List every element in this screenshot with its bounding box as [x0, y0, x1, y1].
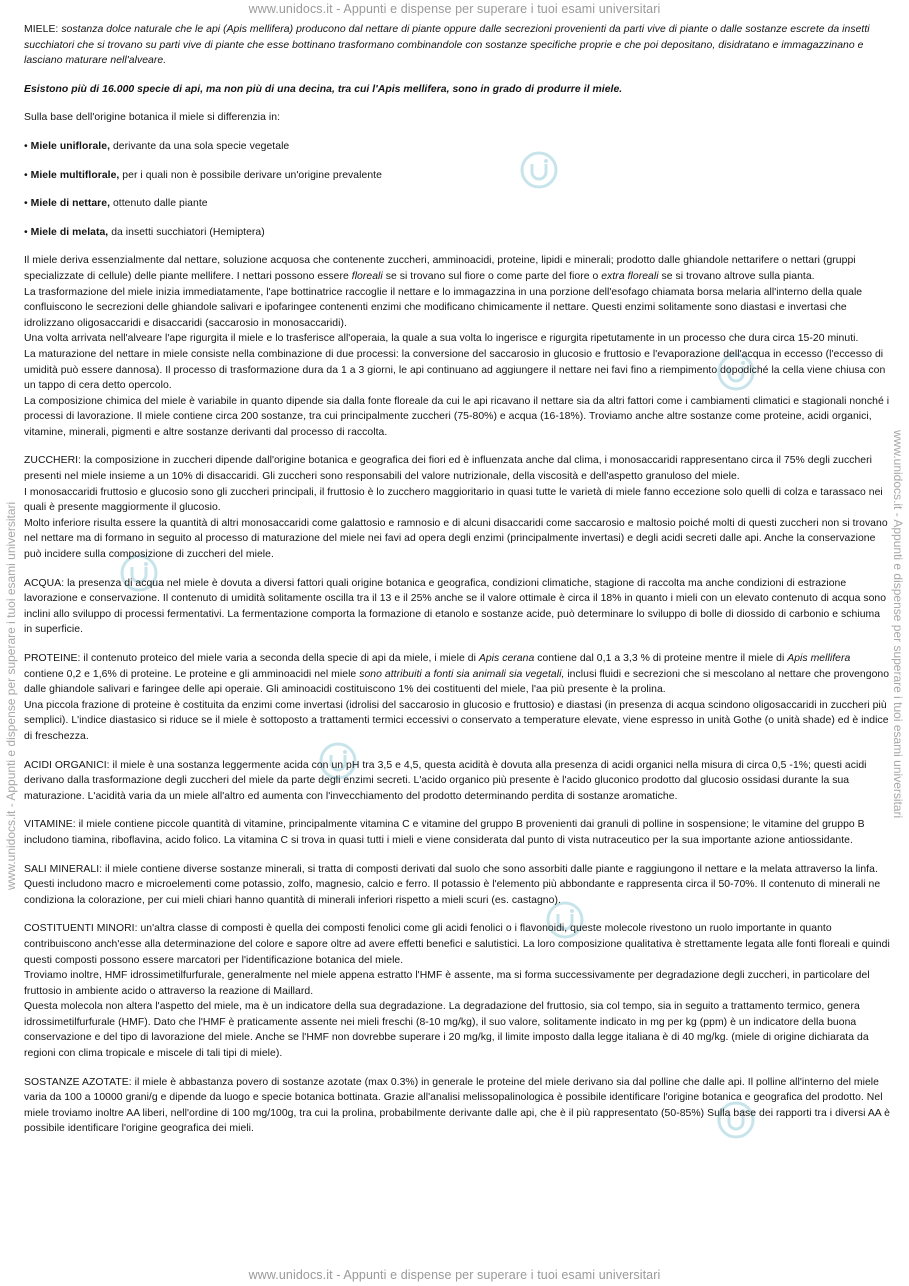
origin-paragraph: La trasformazione del miele inizia immediatamente, l'ape bottinatrice raccoglie il nettare e lo immagazzina in una porzione dell'esofago chiamata borsa melaria all'interno della quale confluiscono le secrezioni delle ghiandole salivari e ipofaringee contenenti enzimi che modificano chimicamente il nettare. Questi enzimi solitamente sono diastasi e invertasi che idrolizzano oligosaccaridi e disaccaridi (saccarosio in monosaccaridi). — [24, 286, 863, 329]
sali-section: SALI MINERALI: il miele contiene diverse sostanze minerali, si tratta di composti derivati dal suolo che sono assorbiti dalle piante e raggiungono il nettare e la melata attraverso la linfa. Questi includono macro e microelementi come potassio, zolfo, magnesio, calcio e ferro. Il potassio è l'elemento più abbondante e rappresenta circa il 50-70%. Il contenuto di minerali ne condiziona la colorazione, per cui mieli chiari hanno quantità di minerali inferiori rispetto a mieli scuri (es. castagno). — [24, 863, 881, 906]
intro-definition: sostanza dolce naturale che le api (Apis mellifera) producono dal nettare di piante oppure dalle secrezioni provenienti da parti vive di piante o dalle sostanze escrete da insetti succhiatori che si trovano su parti vive di piante che esse bottinano trasformano combinandole con sostanze specifiche proprie e che poi depositano, disidratano e immagazzinano e lasciano maturare nell'alveare. — [24, 24, 870, 67]
origin-paragraph: La maturazione del nettare in miele consiste nella combinazione di due processi: la conversione del saccarosio in glucosio e fruttosio e l'evaporazione dell'acqua in eccesso (l'eccesso di umidità può essere dannosa). Il processo di trasformazione dura da 1 a 3 giorni, le api continuano ad aggiungere il nettare nei favi fino a riempimento dopodiché la cella viene chiusa con un tappo di cera detto opercolo. — [24, 348, 886, 392]
classification-intro: Sulla base dell'origine botanica il miele si differenzia in: — [24, 112, 281, 124]
azotate-section: SOSTANZE AZOTATE: il miele è abbastanza povero di sostanze azotate (max 0.3%) in generale le proteine del miele derivano sia dal polline che dalle api. Il polline all'interno del miele varia da 100 a 10000 grani/g e dipende da luogo e specie botanica bottinata. Grazie all'analisi melissopalinologica è possibile identificare l'origine botanica e geografica del prodotto. Nel miele troviamo inoltre AA liberi, nell'ordine di 100 mg/100g, tra cui la prolina, probabilmente derivante dalle api, che è il più rappresentato (50-85%) Sulla base dei rapporti tra i diversi AA è possibile identificare l'origine geografica dei mieli. — [24, 1076, 890, 1135]
type-item: • Miele di nettare, ottenuto dalle piante — [24, 198, 208, 210]
watermark-top: www.unidocs.it - Appunti e dispense per superare i tuoi esami universitari — [248, 2, 661, 16]
species-note: Esistono più di 16.000 specie di api, ma non più di una decina, tra cui l'Apis mellifera, sono in grado di produrre il miele. — [24, 83, 623, 95]
acidi-section: ACIDI ORGANICI: il miele è una sostanza leggermente acida con un pH tra 3,5 e 4,5, questa acidità è dovuta alla presenza di acidi organici nella misura di circa 0,5 -1%; questi acidi derivano dalla trasformazione degli zuccheri del miele da parte degli enzimi secreti. L'acido organico più presente è l'acido gluconico prodotto dal glucosio ossidasi durante la sua maturazione. L'acidità varia da un miele all'altro ed aumenta con l'invecchiamento del prodotto determinando perdita di sostanze aromatiche. — [24, 759, 867, 802]
watermark-left: www.unidocs.it - Appunti e dispense per superare i tuoi esami universitari — [4, 501, 18, 890]
acqua-section: ACQUA: la presenza di acqua nel miele è dovuta a diversi fattori quali origine botanica e geografica, condizioni climatiche, stagione di raccolta ma anche condizioni di estrazione lavorazione e conservazione. Il contenuto di umidità solitamente oscilla tra il 13 e il 25% anche se il valore ottimale è circa il 18% in quanto i mieli con un elevato contenuto di acqua sono inclini allo sviluppo di processi fermentativi. La fermentazione comporta la formazione di etanolo e sostanze acide, può determinare lo sviluppo di bolle di diossido di carbonio e schiuma in superficie. — [24, 577, 887, 636]
intro-term: MIELE: — [24, 24, 59, 35]
type-item: • Miele multiflorale, per i quali non è possibile derivare un'origine prevalente — [24, 169, 382, 181]
type-item: • Miele uniflorale, derivante da una sola specie vegetale — [24, 140, 290, 152]
origin-paragraph: La composizione chimica del miele è variabile in quanto dipende sia dalla fonte floreale da cui le api ricavano il nettare sia da altri fattori come i cambiamenti climatici e stagionali nonché i processi di lavorazione. Il miele contiene circa 200 sostanze, tra cui principalmente zuccheri (75-80%) e acqua (16-18%). Troviamo anche altre sostanze come proteine, acidi organici, vitamine, minerali, pigmenti e altre sostanze derivanti dal processo di raccolta. — [24, 395, 890, 438]
zuccheri-section: Molto inferiore risulta essere la quantità di altri monosaccaridi come galattosio e ramnosio e di alcuni disaccaridi come saccarosio e maltosio poiché molti di questi zuccheri non si trovano nel nettare ma di formano in seguito al processo di maturazione del miele nei favi ad opera degli enzimi (principalmente invertasi) e degli acidi secreti dalle api. Anche la conservazione può incidere sulla composizione di zuccheri del miele. — [24, 517, 888, 561]
origin-paragraph: Il miele deriva essenzialmente dal nettare, soluzione acquosa che contenente zuccheri, amminoacidi, proteine, lipidi e minerali; prodotto dalle ghiandole nettarifere o nettari (gruppi specializzate di cellule) delle piante mellifere. I nettari possono essere floreali se si trovano sul fiore o come parte del fiore o extra floreali se si trovano altrove sulla pianta. — [24, 255, 856, 282]
origin-paragraph: Una volta arrivata nell'alveare l'ape rigurgita il miele e lo trasferisce all'operaia, la quale a sua volta lo ingerisce e rigurgita ripetutamente in un processo che dura circa 15-20 minuti. — [24, 333, 859, 345]
vitamine-section: VITAMINE: il miele contiene piccole quantità di vitamine, principalmente vitamina C e vitamine del gruppo B provenienti dai granuli di polline in sospensione; le vitamine del gruppo B includono tiamina, riboflavina, acido folico. La vitamina C si trova in quasi tutti i mieli e viene considerata dal punto di vista nutraceutico per la sua importante azione antiossidante. — [24, 819, 865, 846]
watermark-right: www.unidocs.it - Appunti e dispense per superare i tuoi esami universitari — [891, 430, 905, 819]
zuccheri-section: I monosaccaridi fruttosio e glucosio sono gli zuccheri principali, il fruttosio è lo zucchero maggioritario in quasi tutte le varietà di miele fanno eccezione solo quelli di colza e tarassaco nei quali è presente maggiormente il glucosio. — [24, 486, 883, 514]
watermark-bottom: www.unidocs.it - Appunti e dispense per superare i tuoi esami universitari — [248, 1268, 661, 1282]
intro-paragraph — [24, 22, 890, 69]
proteine-section: PROTEINE: il contenuto proteico del miele varia a seconda della specie di api da miele, i miele di Apis cerana contiene dal 0,1 a 3,3 % di proteine mentre il miele di Apis mellifera contiene 0,2 e 1,6% di proteine. Le proteine e gli amminoacidi nel miele sono attribuiti a fonti sia animali sia vegetali, inclusi fluidi e secrezioni che si mescolano al nettare che provengono dalle ghiandole salivari e faringee delle api operaie. Gli aminoacidi costituiscono 1% dei costituenti del miele, l'aa più presente è la prolina. — [24, 653, 890, 696]
minori-section: COSTITUENTI MINORI: un'altra classe di composti è quella dei composti fenolici come gli acidi fenolici o i flavonoidi, queste molecole rivestono un ruolo importante in quanto contribuiscono anch'esse alla determinazione del colore e sapore oltre ad avere effetti benefici e salutistici. La loro composizione qualitativa è strettamente legata alle fonti floreali e quindi questi composti possono essere marcatori per l'identificazione botanica del miele. — [24, 923, 890, 966]
minori-section: Troviamo inoltre, HMF idrossimetilfurfurale, generalmente nel miele appena estratto l'HMF è assente, ma si forma successivamente per degradazione degli zuccheri, in particolare del fruttosio in ambiente acido o attraverso la reazione di Maillard. — [24, 970, 870, 997]
type-item: • Miele di melata, da insetti succhiatori (Hemiptera) — [24, 226, 265, 238]
proteine-section: Una piccola frazione di proteine è costituita da enzimi come invertasi (idrolisi del saccarosio in glucosio e fruttosio) e diastasi (in presenza di acqua scindono oligosaccaridi in zuccheri più semplici). L'indice diastasico si riduce se il miele è sottoposto a trattamenti termici eccessivi o conservato a temperature elevate, viene espresso in unità Gothe (o unità shade) ed è indice di freschezza. — [24, 699, 889, 742]
document-body — [24, 22, 890, 1150]
minori-section: Questa molecola non altera l'aspetto del miele, ma è un indicatore della sua degradazione. La degradazione del fruttosio, sia col tempo, sia in seguito a trattamento termico, genera idrossimetilfurfurale (HMF). Dato che l'HMF è praticamente assente nei mieli freschi (8-10 mg/kg), il suo valore, solitamente indicato in mg per kg (ppm) è un indicatore della buona conservazione e del tipo di lavorazione del miele. Anche se l'HMF non dovrebbe superare i 20 mg/kg, il limite imposto dalla legge italiana è di 40 mg/kg. (miele di origine dichiarata da regioni con clima tropicale e miscele di tali tipi di miele). — [24, 1001, 869, 1060]
zuccheri-section: ZUCCHERI: la composizione in zuccheri dipende dall'origine botanica e geografica dei fiori ed è influenzata anche dal clima, i monosaccaridi rappresentano circa il 75% degli zuccheri presenti nel miele insieme a un 10% di disaccaridi. Gli zuccheri sono responsabili del valore nutrizionale, della viscosità e dell'aspetto granuloso del miele. — [24, 455, 872, 483]
